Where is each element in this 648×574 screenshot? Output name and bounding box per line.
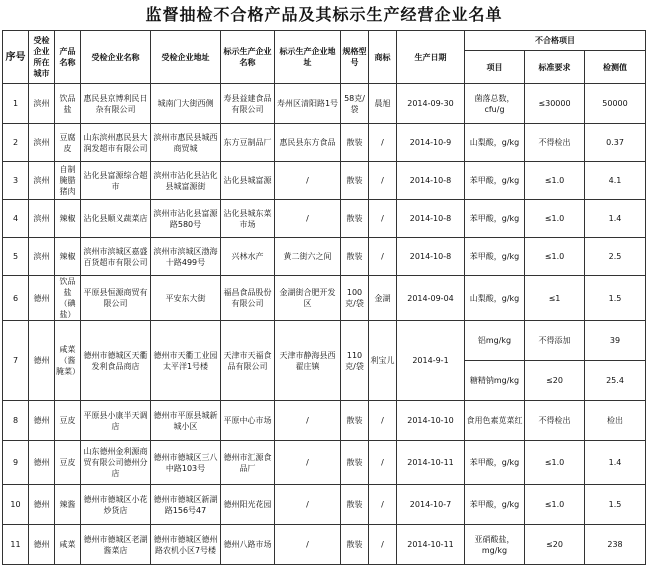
cell-city: 德州 <box>29 321 55 401</box>
cell-label-address: 金湖街合肥开发区 <box>275 276 341 321</box>
cell-item: 苯甲酸，g/kg <box>465 162 525 200</box>
col-std: 标准要求 <box>525 51 585 84</box>
cell-date: 2014-10-10 <box>397 401 465 441</box>
cell-result: 1.4 <box>585 441 646 485</box>
cell-brand: / <box>369 162 397 200</box>
cell-product: 辣椒 <box>55 238 81 276</box>
cell-item: 糖精钠mg/kg <box>465 361 525 401</box>
cell-item: 苯甲酸，g/kg <box>465 238 525 276</box>
cell-label-address: / <box>275 200 341 238</box>
cell-result: 0.37 <box>585 124 646 162</box>
cell-label-company: 沾化县城东菜市场 <box>221 200 275 238</box>
cell-label-company: 兴林水产 <box>221 238 275 276</box>
table-row <box>3 321 646 361</box>
table-row <box>3 401 646 441</box>
cell-item: 铝mg/kg <box>465 321 525 361</box>
cell-label-company: 沾化县城富源 <box>221 162 275 200</box>
cell-brand: / <box>369 401 397 441</box>
cell-std: 不得检出 <box>525 124 585 162</box>
cell-label-address: 惠民县东方食品 <box>275 124 341 162</box>
cell-spec: 散装 <box>341 441 369 485</box>
cell-brand: / <box>369 525 397 565</box>
cell-city: 德州 <box>29 401 55 441</box>
cell-label-address: / <box>275 485 341 525</box>
cell-city: 德州 <box>29 441 55 485</box>
cell-company: 德州市德城区老湖酱菜店 <box>81 525 151 565</box>
nonconforming-products-table <box>2 30 646 565</box>
cell-seq: 4 <box>3 200 29 238</box>
cell-item: 山梨酸，g/kg <box>465 124 525 162</box>
cell-company: 滨州市滨城区嘉盛百货超市有限公司 <box>81 238 151 276</box>
cell-city: 滨州 <box>29 162 55 200</box>
col-brand: 商标 <box>369 31 397 84</box>
cell-seq: 7 <box>3 321 29 401</box>
cell-date: 2014-10-7 <box>397 485 465 525</box>
cell-product: 豆皮 <box>55 401 81 441</box>
cell-product: 自制腌腊猪肉 <box>55 162 81 200</box>
cell-spec: 58克/袋 <box>341 84 369 124</box>
cell-label-address: / <box>275 441 341 485</box>
cell-std: ≤20 <box>525 361 585 401</box>
cell-std: ≤1 <box>525 276 585 321</box>
cell-brand: / <box>369 200 397 238</box>
cell-label-company: 寿县益建食品有限公司 <box>221 84 275 124</box>
cell-address: 平安东大街 <box>151 276 221 321</box>
cell-address: 滨州市滨城区渤海十路499号 <box>151 238 221 276</box>
cell-city: 滨州 <box>29 238 55 276</box>
cell-company: 沾化县顺义蔬菜店 <box>81 200 151 238</box>
cell-item: 苯甲酸，g/kg <box>465 200 525 238</box>
col-product: 产品名称 <box>55 31 81 84</box>
table-row <box>3 441 646 485</box>
col-address: 受检企业地址 <box>151 31 221 84</box>
cell-spec: 散装 <box>341 238 369 276</box>
cell-item: 食用色素苋菜红 <box>465 401 525 441</box>
cell-result: 2.5 <box>585 238 646 276</box>
cell-std: 不得检出 <box>525 401 585 441</box>
page-title: 监督抽检不合格产品及其标示生产经营企业名单 <box>145 5 503 24</box>
cell-result: 25.4 <box>585 361 646 401</box>
cell-city: 德州 <box>29 485 55 525</box>
col-result: 检测值 <box>585 51 646 84</box>
cell-result: 1.5 <box>585 485 646 525</box>
cell-brand: / <box>369 485 397 525</box>
cell-std: ≤1.0 <box>525 441 585 485</box>
cell-date: 2014-09-30 <box>397 84 465 124</box>
cell-spec: 散装 <box>341 162 369 200</box>
col-item: 项目 <box>465 51 525 84</box>
cell-product: 辣酱 <box>55 485 81 525</box>
col-seq: 序号 <box>3 31 29 84</box>
cell-label-company: 福昌食品股份有限公司 <box>221 276 275 321</box>
cell-item: 苯甲酸，g/kg <box>465 485 525 525</box>
col-date: 生产日期 <box>397 31 465 84</box>
cell-seq: 3 <box>3 162 29 200</box>
cell-date: 2014-10-11 <box>397 441 465 485</box>
cell-company: 德州市德城区小花炒货店 <box>81 485 151 525</box>
cell-company: 山东德州金利源商贸有限公司德州分店 <box>81 441 151 485</box>
cell-city: 德州 <box>29 525 55 565</box>
cell-item: 苯甲酸，g/kg <box>465 441 525 485</box>
cell-date: 2014-9-1 <box>397 321 465 401</box>
cell-label-address: 黄二街六之间 <box>275 238 341 276</box>
cell-result: 4.1 <box>585 162 646 200</box>
cell-item: 菌落总数，cfu/g <box>465 84 525 124</box>
cell-seq: 11 <box>3 525 29 565</box>
col-spec: 规格型号 <box>341 31 369 84</box>
cell-label-address: 天津市静海县西翟庄镇 <box>275 321 341 401</box>
cell-city: 滨州 <box>29 84 55 124</box>
cell-product: 辣椒 <box>55 200 81 238</box>
cell-seq: 5 <box>3 238 29 276</box>
cell-spec: 110克/袋 <box>341 321 369 401</box>
cell-product: 咸菜（酱腌菜） <box>55 321 81 401</box>
cell-item: 亚硝酸盐，mg/kg <box>465 525 525 565</box>
table-row <box>3 200 646 238</box>
cell-date: 2014-10-8 <box>397 162 465 200</box>
cell-result: 1.4 <box>585 200 646 238</box>
cell-std: ≤1.0 <box>525 162 585 200</box>
cell-company: 平原县小康半天调店 <box>81 401 151 441</box>
cell-company: 山东滨州惠民县大润发超市有限公司 <box>81 124 151 162</box>
table-row <box>3 162 646 200</box>
table-row <box>3 238 646 276</box>
table-row <box>3 276 646 321</box>
cell-label-company: 天津市天福食品有限公司 <box>221 321 275 401</box>
cell-city: 滨州 <box>29 124 55 162</box>
cell-label-company: 德州八路市场 <box>221 525 275 565</box>
cell-address: 德州市德城区新湖路156号47 <box>151 485 221 525</box>
table-row <box>3 124 646 162</box>
cell-address: 滨州市沾化县富源路580号 <box>151 200 221 238</box>
cell-std: 不得添加 <box>525 321 585 361</box>
cell-address: 德州市平原县城新城小区 <box>151 401 221 441</box>
cell-label-company: 德州阳光花园 <box>221 485 275 525</box>
cell-result: 50000 <box>585 84 646 124</box>
cell-result: 1.5 <box>585 276 646 321</box>
cell-spec: 散装 <box>341 401 369 441</box>
cell-brand: / <box>369 441 397 485</box>
table-row <box>3 485 646 525</box>
cell-date: 2014-10-8 <box>397 238 465 276</box>
cell-brand: / <box>369 124 397 162</box>
cell-seq: 1 <box>3 84 29 124</box>
cell-seq: 6 <box>3 276 29 321</box>
cell-city: 滨州 <box>29 200 55 238</box>
cell-product: 豆皮 <box>55 441 81 485</box>
cell-date: 2014-10-11 <box>397 525 465 565</box>
cell-label-address: / <box>275 162 341 200</box>
cell-spec: 散装 <box>341 485 369 525</box>
cell-date: 2014-10-9 <box>397 124 465 162</box>
cell-brand: 晨旭 <box>369 84 397 124</box>
col-label-company: 标示生产企业名称 <box>221 31 275 84</box>
cell-label-company: 东方豆制品厂 <box>221 124 275 162</box>
cell-city: 德州 <box>29 276 55 321</box>
cell-label-address: 寿州区清阳路1号 <box>275 84 341 124</box>
cell-std: ≤1.0 <box>525 238 585 276</box>
cell-spec: 散装 <box>341 525 369 565</box>
cell-result: 检出 <box>585 401 646 441</box>
cell-std: ≤1.0 <box>525 200 585 238</box>
col-label-address: 标示生产企业地址 <box>275 31 341 84</box>
cell-company: 德州市德城区天衢发利食品商店 <box>81 321 151 401</box>
cell-address: 滨州市沾化县沾化县城富源街 <box>151 162 221 200</box>
cell-address: 德州市德城区三八中路103号 <box>151 441 221 485</box>
col-company: 受检企业名称 <box>81 31 151 84</box>
cell-company: 平原县恒源商贸有限公司 <box>81 276 151 321</box>
table-row <box>3 525 646 565</box>
cell-label-address: / <box>275 525 341 565</box>
cell-label-company: 德州市汇源食品厂 <box>221 441 275 485</box>
cell-brand: 利宝儿 <box>369 321 397 401</box>
cell-label-company: 平原中心市场 <box>221 401 275 441</box>
cell-item: 山梨酸，g/kg <box>465 276 525 321</box>
cell-company: 沾化县富源综合超市 <box>81 162 151 200</box>
cell-product: 饮品盐 <box>55 84 81 124</box>
cell-spec: 散装 <box>341 124 369 162</box>
col-nonconform: 不合格项目 <box>465 31 646 51</box>
cell-address: 城南门大街西侧 <box>151 84 221 124</box>
cell-std: ≤1.0 <box>525 485 585 525</box>
cell-product: 豆腐皮 <box>55 124 81 162</box>
cell-product: 咸菜 <box>55 525 81 565</box>
cell-address: 德州市天衢工业园太平洋1号楼 <box>151 321 221 401</box>
table-row <box>3 84 646 124</box>
cell-spec: 散装 <box>341 200 369 238</box>
cell-seq: 9 <box>3 441 29 485</box>
cell-label-address: / <box>275 401 341 441</box>
cell-spec: 100克/袋 <box>341 276 369 321</box>
cell-address: 德州市德城区德州路农机小区7号楼 <box>151 525 221 565</box>
cell-product: 饮品盐（碘盐） <box>55 276 81 321</box>
cell-result: 39 <box>585 321 646 361</box>
cell-brand: / <box>369 238 397 276</box>
cell-std: ≤20 <box>525 525 585 565</box>
cell-date: 2014-09-04 <box>397 276 465 321</box>
cell-brand: 金湖 <box>369 276 397 321</box>
cell-seq: 10 <box>3 485 29 525</box>
cell-company: 惠民县京博利民日杂有限公司 <box>81 84 151 124</box>
cell-result: 238 <box>585 525 646 565</box>
cell-address: 滨州市惠民县城西商贸城 <box>151 124 221 162</box>
col-city: 受检企业所在城市 <box>29 31 55 84</box>
cell-seq: 2 <box>3 124 29 162</box>
cell-std: ≤30000 <box>525 84 585 124</box>
cell-date: 2014-10-8 <box>397 200 465 238</box>
cell-seq: 8 <box>3 401 29 441</box>
